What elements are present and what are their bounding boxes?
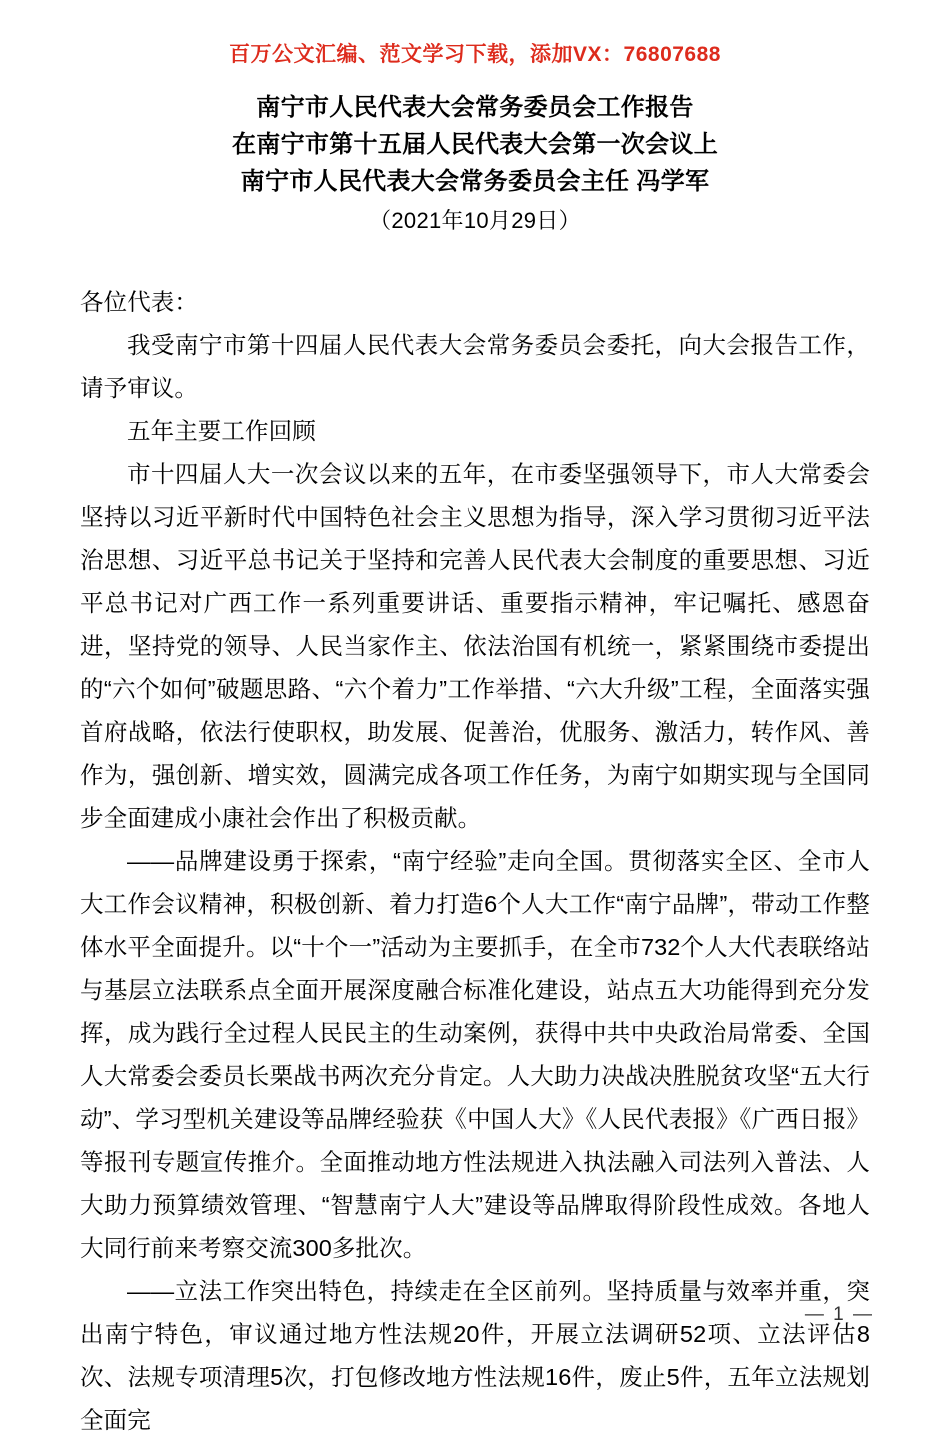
document-title-line-1: 南宁市人民代表大会常务委员会工作报告 <box>256 94 694 122</box>
title-block <box>0 89 950 239</box>
page-number-footer: — 1 — <box>804 1304 874 1325</box>
document-date: （2021年10月29日） <box>369 208 581 234</box>
paragraph-overview: 市十四届人大一次会议以来的五年，在市委坚强领导下，市人大常委会坚持以习近平新时代中国特色社会主义思想为指导，深入学习贯彻习近平法治思想、习近平总书记关于坚持和完善人民代表大会制度的重要思想、习近平总书记对广西工作一系列重要讲话、重要指示精神，牢记嘱托、感恩奋进，坚持党的领导、人民当家作主、依法治国有机统一，紧紧围绕市委提出的“六个如何”破题思路、“六个着力”工作举措、“六大升级”工程，全面落实强首府战略，依法行使职权，助发展、促善治，优服务、激活力，转作风、善作为，强创新、增实效，圆满完成各项工作任务，为南宁如期实现与全国同步全面建成小康社会作出了积极贡献。 <box>80 461 870 832</box>
document-body <box>80 239 870 1442</box>
paragraph-submission: 我受南宁市第十四届人民代表大会常务委员会委托，向大会报告工作，请予审议。 <box>80 332 870 402</box>
salutation: 各位代表： <box>80 289 198 316</box>
section-heading-five-year-review: 五年主要工作回顾 <box>127 418 316 445</box>
document-title-line-2: 在南宁市第十五届人民代表大会第一次会议上 <box>232 131 718 159</box>
paragraph-legislation-work: ——立法工作突出特色，持续走在全区前列。坚持质量与效率并重，突出南宁特色，审议通过地方性法规20件，开展立法调研52项、立法评估8次、法规专项清理5次，打包修改地方性法规16件，废止5件，五年立法规划全面完 <box>80 1278 870 1434</box>
paragraph-brand-building: ——品牌建设勇于探索，“南宁经验”走向全国。贯彻落实全区、全市人大工作会议精神，积极创新、着力打造6个人大工作“南宁品牌”，带动工作整体水平全面提升。以“十个一”活动为主要抓手，在全市732个人大代表联络站与基层立法联系点全面开展深度融合标准化建设，站点五大功能得到充分发挥，成为践行全过程人民民主的生动案例，获得中共中央政治局常委、全国人大常委会委员长栗战书两次充分肯定。人大助力决战决胜脱贫攻坚“五大行动”、学习型机关建设等品牌经验获《中国人大》《人民代表报》《广西日报》等报刊专题宣传推介。全面推动地方性法规进入执法融入司法列入普法、人大助力预算绩效管理、“智慧南宁人大”建设等品牌取得阶段性成效。各地人大同行前来考察交流300多批次。 <box>80 848 870 1262</box>
document-title-line-3: 南宁市人民代表大会常务委员会主任 冯学军 <box>240 168 710 196</box>
promo-banner: 百万公文汇编、范文学习下载，添加VX：76807688 <box>229 43 721 66</box>
